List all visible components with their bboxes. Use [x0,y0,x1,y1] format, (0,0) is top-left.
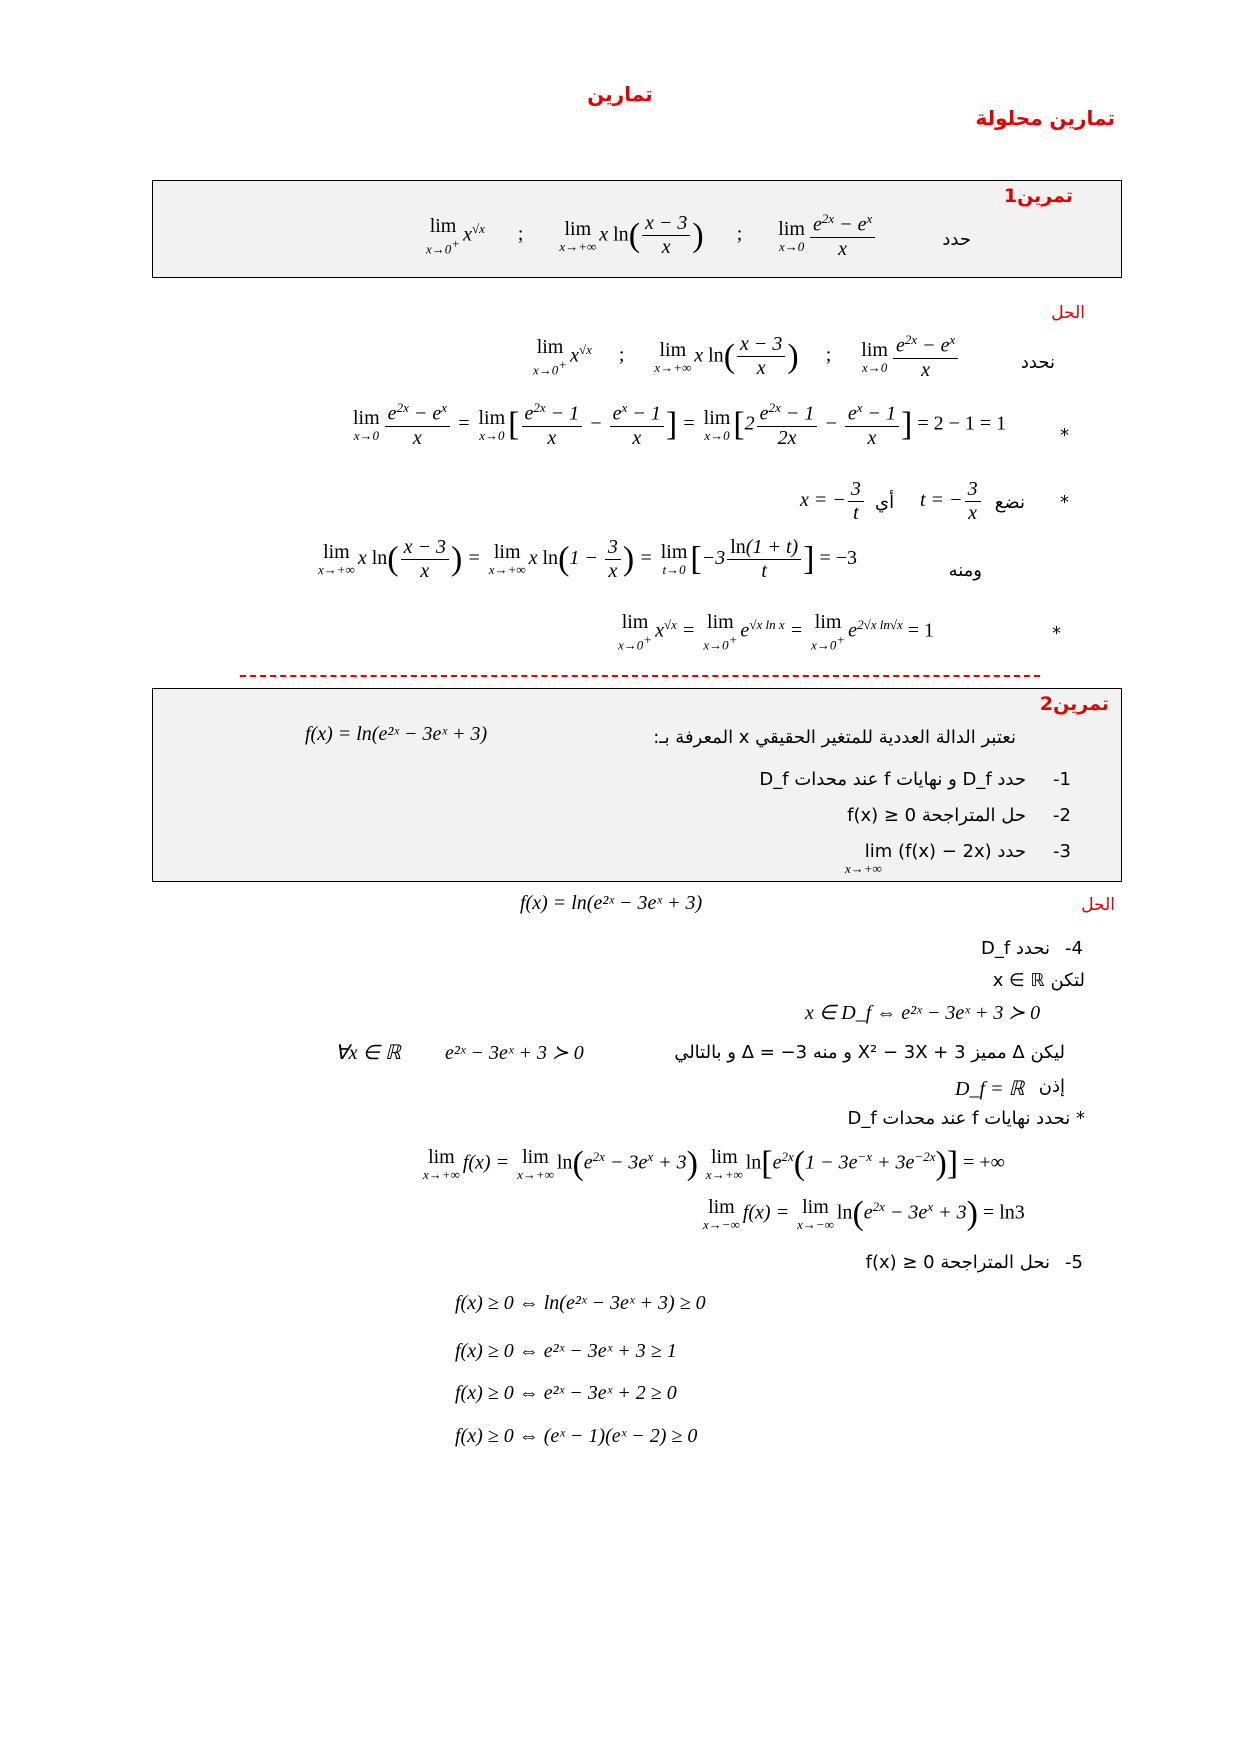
exercise-1-solution-label: الحل [1051,303,1085,323]
s4-text: نحدد D_f [980,938,1050,959]
s4-num: -4 [1065,938,1083,959]
limit-plus-infinity: lim x→+∞ f(x) = lim x→+∞ $\ln(e^{2x} - 3e^x + 3)$ lim x→+∞ $\ln[e^{2x}(1 - 3e^{-x} + 3e^{-2x})]$ = +∞ [423,1145,1005,1182]
solution-1-line-3: lim x→0+ $x^{√x}$ = lim x→0+ $e^{√x ln x}$ = lim x→0+ $e^{2√x ln√x} = 1$ [618,611,935,653]
solution-2-function: f(x) = ln(e²ˣ − 3eˣ + 3) [520,892,703,914]
star-2: * [1060,492,1069,513]
q3-text: حدد lim (f(x) − 2x) [864,841,1026,862]
page-subtitle: تمارين محلولة [975,106,1115,130]
discriminant-math: e²ˣ − 3eˣ + 3 ≻ 0 [445,1042,584,1064]
limit-minus-infinity: lim x→−∞ f(x) = lim x→−∞ $\ln(e^{2x} - 3e^x + 3) = \ln 3$ [703,1195,1025,1232]
exercise-1-instruction: حدد [942,229,971,250]
exercise-2-function: f(x) = ln(e²ˣ − 3eˣ + 3) [305,723,488,745]
or-word: أي [875,492,895,513]
solution-1-limits: lim x→0+ $x^{√x}$ ; lim x→+∞ x ln( $\frac{x - 3}{x}$ ) ; lim x→0 $\frac{e^{2x} - e^x}{x}$ [530,332,960,382]
q3-subscript: x→+∞ [845,861,882,876]
forall-x: ∀x ∈ ℝ [335,1042,401,1064]
solution-1-line-2: lim x→+∞ x ln( $\frac{x - 3}{x}$ ) = lim x→+∞ x ln(1 − $\frac{3}{x}$ ) = lim t→0 [−3 $\frac{\ln(1 + t)}{t}$ ] = −3 [318,536,858,582]
q1-text: حدد D_f و نهايات f عند محدات D_f [759,769,1026,790]
inequality-step-2: f(x) ≥ 0 ⇔ e²ˣ − 3eˣ + 3 ≥ 1 [455,1340,677,1362]
q3-num: -3 [1053,841,1071,862]
star-1: * [1060,425,1069,446]
hence-word: ومنه [948,560,982,581]
exercise-2-heading: تمرين2 [1039,693,1109,715]
inequality-step-3: f(x) ≥ 0 ⇔ e²ˣ − 3eˣ + 2 ≥ 0 [455,1382,677,1404]
then-word: إذن [1038,1076,1065,1097]
domain-result: D_f = ℝ [955,1078,1025,1100]
discriminant-text: ليكن Δ مميز X² − 3X + 3 و منه Δ = −3 و بالتالي [674,1042,1065,1063]
q2-text: حل المتراجحة f(x) ≥ 0 [847,805,1026,826]
q1-num: -1 [1053,769,1071,790]
substitution-t: t = − $\frac{3}{x}$ [920,478,983,525]
exercise-2-solution-label: الحل [1081,895,1115,915]
substitution-x: x = − $\frac{3}{t}$ [800,478,866,525]
separator-dashed-line [240,675,1040,677]
page-title: تمارين [587,82,653,106]
inequality-step-1: f(x) ≥ 0 ⇔ ln(e²ˣ − 3eˣ + 3) ≥ 0 [455,1292,706,1314]
substitution-word: نضع [994,492,1025,513]
inequality-step-4: f(x) ≥ 0 ⇔ (eˣ − 1)(eˣ − 2) ≥ 0 [455,1425,698,1447]
exercise-2-box [152,688,1122,882]
star-3: * [1052,623,1061,644]
s5-num: -5 [1065,1252,1083,1273]
exercise-1-heading: تمرين1 [1003,185,1073,207]
exercise-1-box [152,180,1122,278]
exercise-1-limits: lim x→0+ $x^{√x}$ ; lim x→+∞ x ln( $\frac{x - 3}{x}$ ) ; lim x→0 $\frac{e^{2x} - e^x}{x}$ [423,211,877,261]
s5-text: نحل المتراجحة f(x) ≥ 0 [865,1252,1050,1273]
exercise-2-intro: نعتبر الدالة العددية للمتغير الحقيقي x المعرفة بـ: [653,727,1016,748]
q2-num: -2 [1053,805,1071,826]
limits-heading: * نحدد نهايات f عند محدات D_f [847,1108,1085,1129]
let-x: لتكن x ∈ ℝ [992,970,1085,991]
domain-equivalence: x ∈ D_f ⇔ e²ˣ − 3eˣ + 3 ≻ 0 [805,1002,1041,1024]
solution-1-instruction: نحدد [1020,352,1055,373]
solution-1-line-1: lim x→0 $\frac{e^{2x} - e^x}{x}$ = lim x→0 [ $\frac{e^{2x} - 1}{x}$ − $\frac{e^x - 1}{x}$ ] = lim x→0 [2 $\frac{e^{2x} - 1}{2x}$ − $\frac{e^x - 1}{x}$ ] = 2 − 1 = 1 [353,400,1007,449]
